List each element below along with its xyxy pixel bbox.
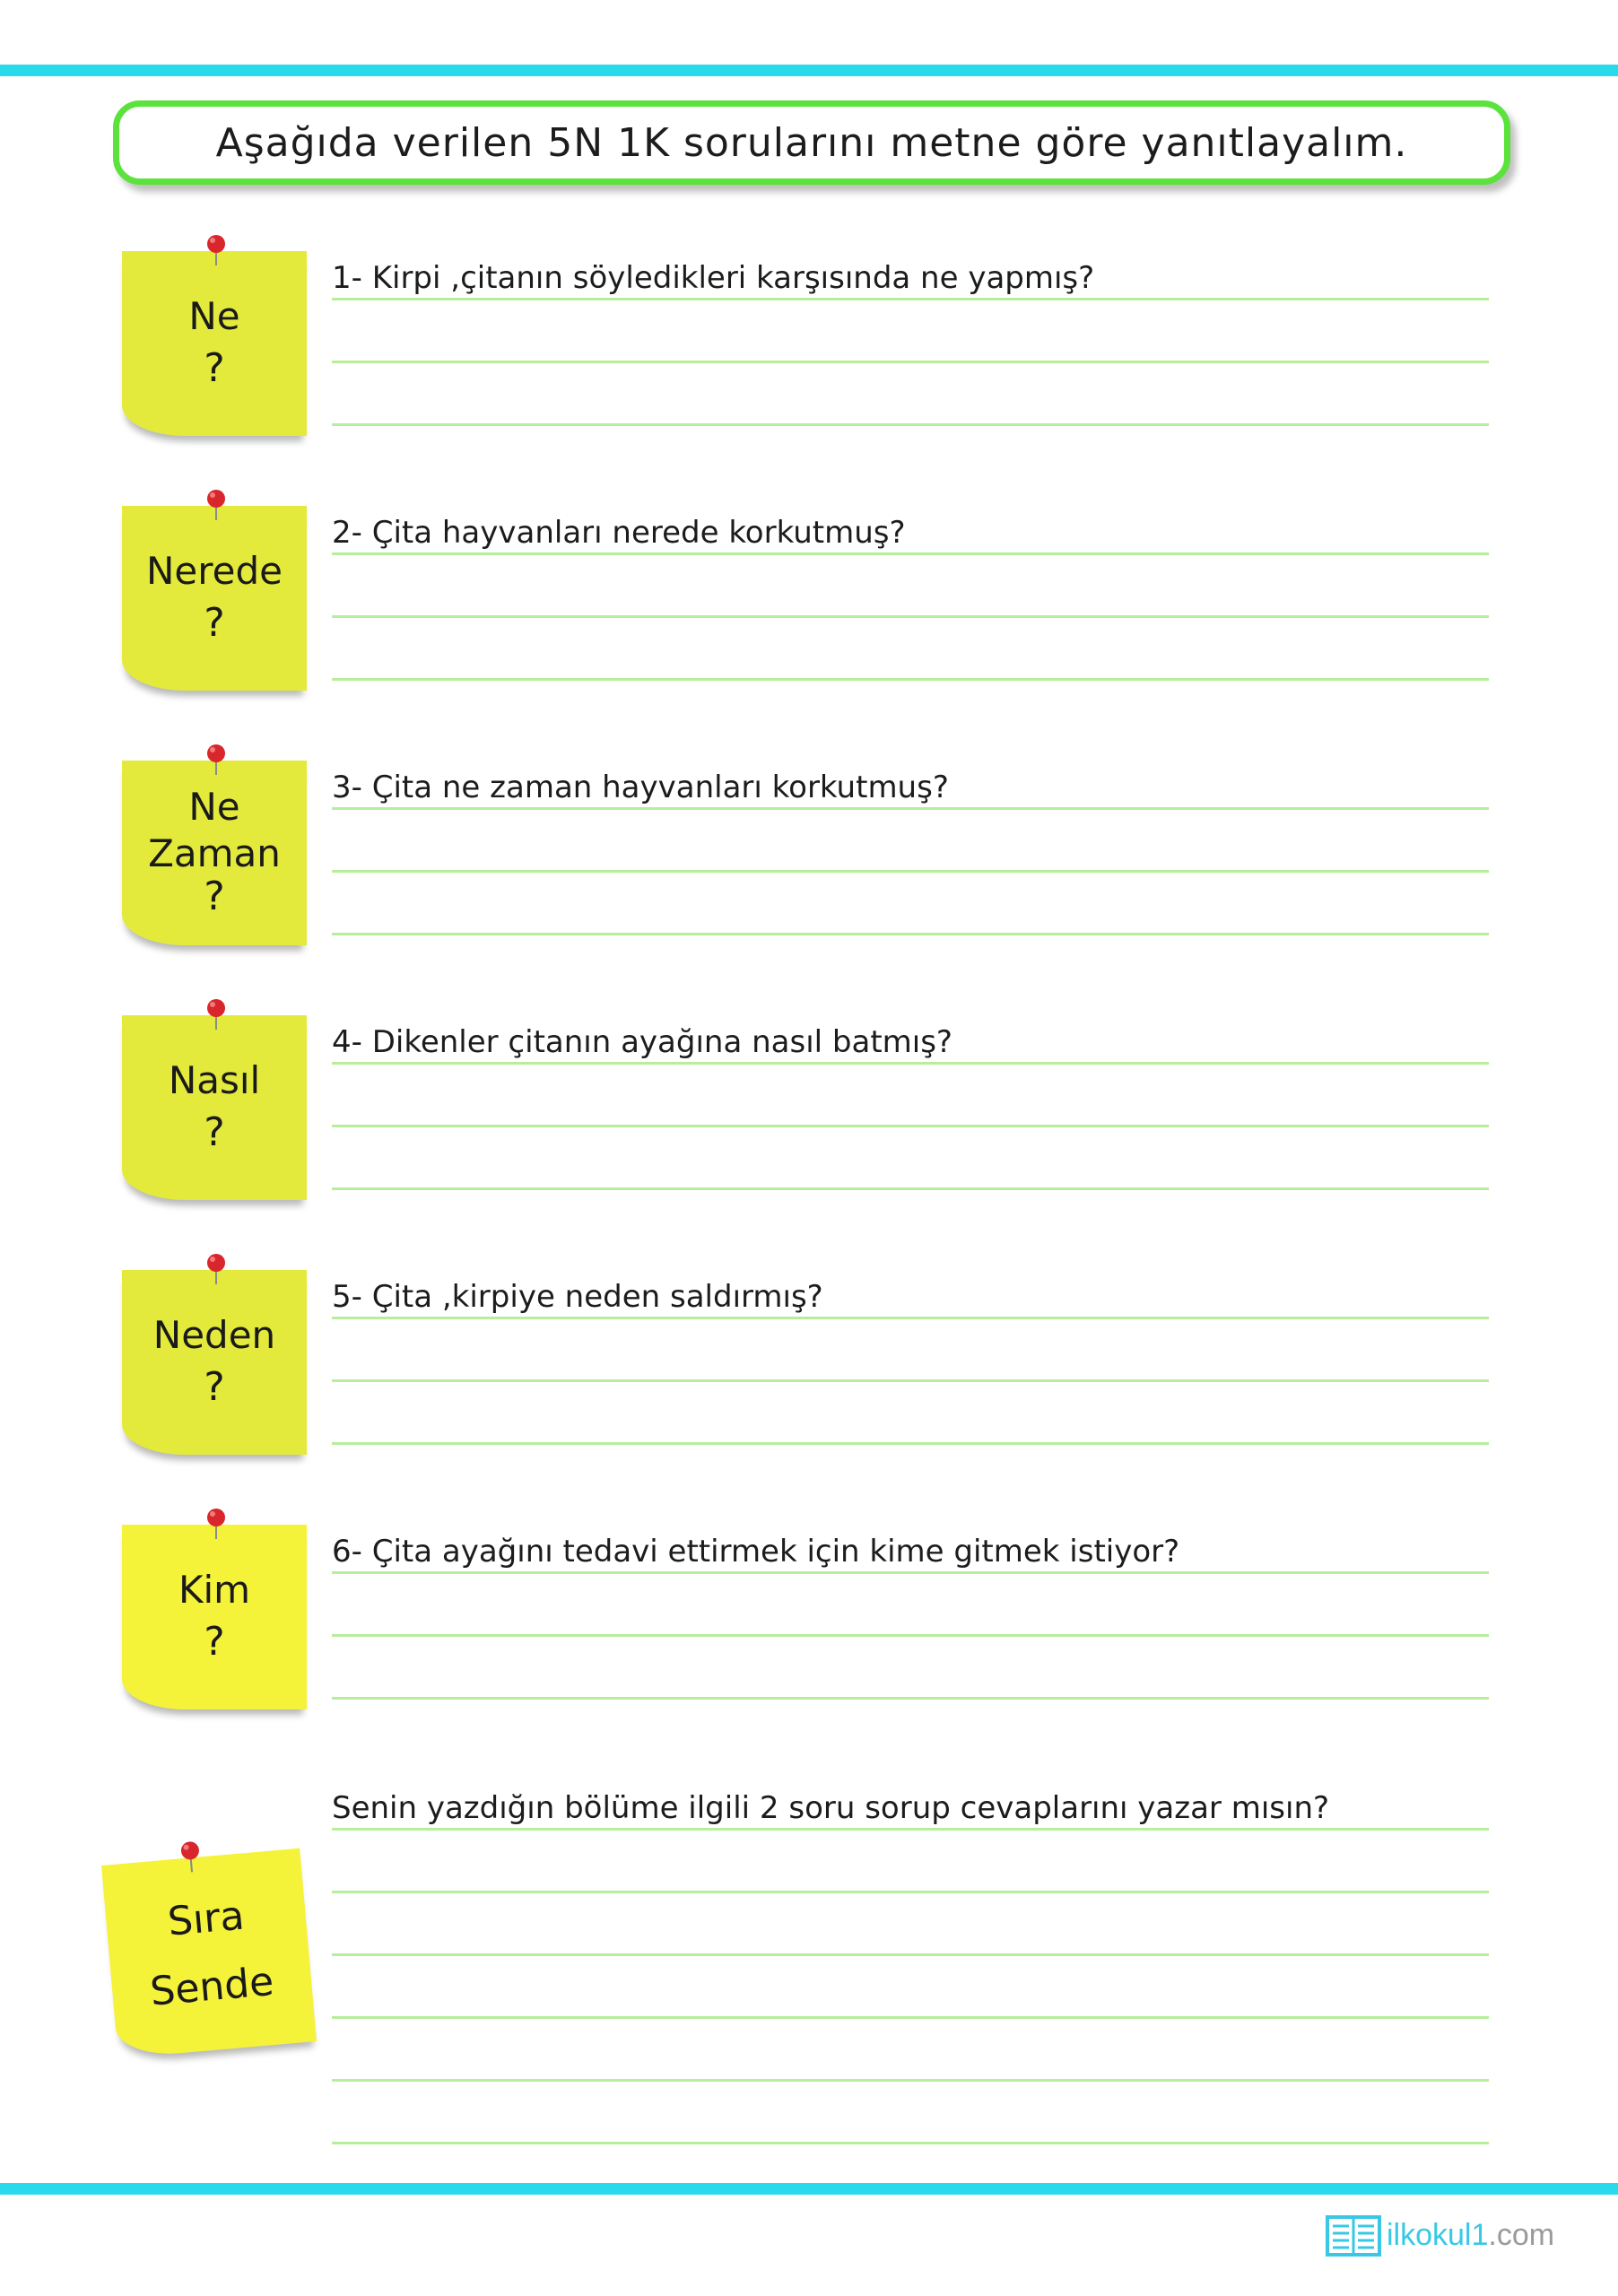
question-text: 4- Dikenler çitanın ayağına nasıl batmış?	[332, 1024, 953, 1060]
note-label: Neden	[152, 1313, 276, 1357]
answer-line[interactable]	[332, 552, 1489, 555]
site-logo	[1326, 2208, 1554, 2262]
answer-line[interactable]	[332, 1125, 1489, 1127]
logo-brand: ilkokul1	[1387, 2217, 1489, 2252]
push-pin-icon	[204, 1507, 229, 1541]
note-label: Ne	[188, 294, 240, 338]
sticky-note-ne	[122, 251, 307, 436]
sticky-note-ne-zaman	[122, 761, 307, 945]
note-label-line2: Sende	[148, 1958, 276, 2015]
push-pin-icon	[204, 488, 229, 522]
note-question-mark: ?	[204, 600, 225, 646]
bottom-accent-band	[0, 2183, 1618, 2195]
push-pin-icon	[204, 233, 229, 267]
sticky-note-kim	[122, 1525, 307, 1709]
answer-line[interactable]	[332, 2016, 1489, 2019]
note-question-mark: ?	[204, 1109, 225, 1155]
question-text: Senin yazdığın bölüme ilgili 2 soru sorup cevaplarını yazar mısın?	[332, 1790, 1330, 1826]
question-text: 3- Çita ne zaman hayvanları korkutmuş?	[332, 770, 949, 805]
note-label-line1: Sıra	[165, 1892, 247, 1945]
answer-line[interactable]	[332, 1571, 1489, 1574]
note-label: Nasıl	[168, 1058, 261, 1102]
answer-line[interactable]	[332, 1317, 1489, 1319]
note-label: Ne Zaman	[148, 785, 281, 875]
answer-line[interactable]	[332, 678, 1489, 681]
instruction-banner	[113, 100, 1510, 185]
answer-line[interactable]	[332, 361, 1489, 363]
question-text: 1- Kirpi ,çitanın söyledikleri karşısında ne yapmış?	[332, 260, 1095, 296]
sticky-note-nasil	[122, 1015, 307, 1200]
logo-text	[1387, 2218, 1554, 2253]
open-book-icon	[1326, 2212, 1381, 2258]
answer-line[interactable]	[332, 1379, 1489, 1382]
answer-line[interactable]	[332, 298, 1489, 300]
answer-line[interactable]	[332, 615, 1489, 618]
top-accent-band	[0, 65, 1618, 76]
push-pin-icon	[204, 743, 229, 777]
note-label: Kim	[178, 1568, 251, 1612]
note-question-mark: ?	[204, 345, 225, 391]
answer-line[interactable]	[332, 1634, 1489, 1637]
answer-line[interactable]	[332, 423, 1489, 426]
answer-line[interactable]	[332, 1187, 1489, 1190]
answer-line[interactable]	[332, 1891, 1489, 1893]
note-question-mark: ?	[204, 1619, 225, 1665]
push-pin-icon	[177, 1839, 204, 1874]
note-label: Nerede	[146, 549, 283, 593]
push-pin-icon	[204, 997, 229, 1031]
question-text: 2- Çita hayvanları nerede korkutmuş?	[332, 515, 906, 551]
sticky-note-sira-sende	[101, 1848, 317, 2059]
logo-tld: .com	[1488, 2217, 1555, 2252]
question-text: 5- Çita ,kirpiye neden saldırmış?	[332, 1279, 823, 1315]
answer-line[interactable]	[332, 1953, 1489, 1956]
push-pin-icon	[204, 1252, 229, 1286]
answer-line[interactable]	[332, 807, 1489, 810]
answer-line[interactable]	[332, 1828, 1489, 1831]
answer-line[interactable]	[332, 1442, 1489, 1445]
question-text: 6- Çita ayağını tedavi ettirmek için kime gitmek istiyor?	[332, 1534, 1180, 1570]
answer-line[interactable]	[332, 933, 1489, 935]
answer-line[interactable]	[332, 870, 1489, 873]
answer-line[interactable]	[332, 1062, 1489, 1065]
sticky-note-nerede	[122, 506, 307, 691]
answer-line[interactable]	[332, 2079, 1489, 2082]
note-question-mark: ?	[204, 1364, 225, 1410]
note-question-mark: ?	[204, 874, 225, 919]
answer-line[interactable]	[332, 1697, 1489, 1700]
answer-line[interactable]	[332, 2142, 1489, 2144]
sticky-note-neden	[122, 1270, 307, 1455]
instruction-title: Aşağıda verilen 5N 1K sorularını metne göre yanıtlayalım.	[215, 119, 1408, 166]
